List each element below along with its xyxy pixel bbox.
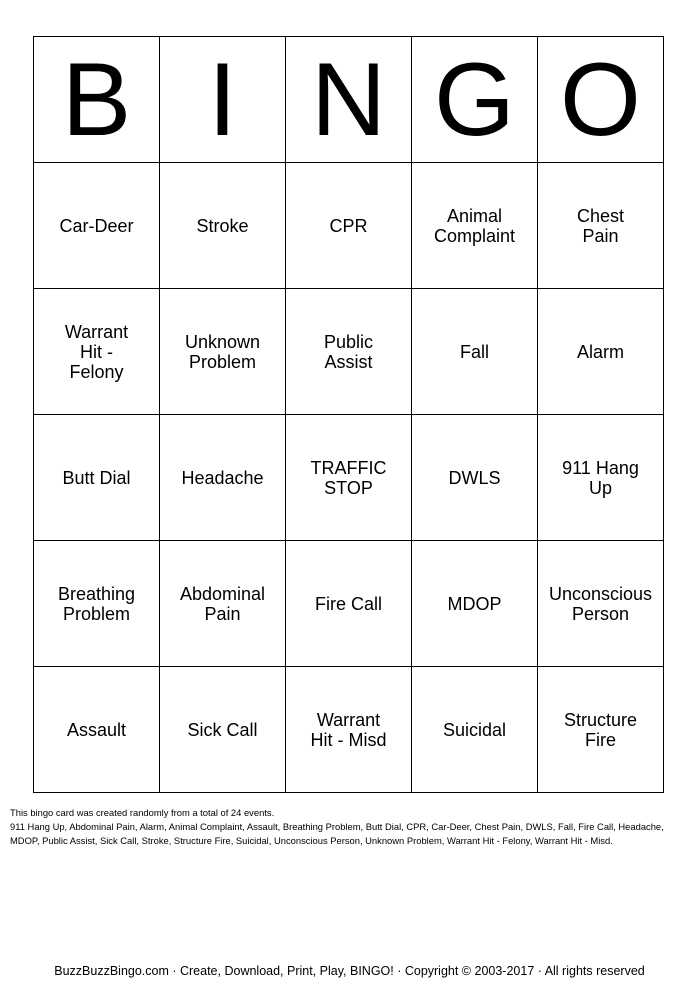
bingo-cell-label: Abdominal Pain — [179, 583, 266, 624]
bingo-header-letter-g: G — [412, 37, 538, 163]
bingo-cell — [160, 163, 286, 289]
bingo-cell-label: Warrant Hit - Misd — [310, 709, 387, 750]
bingo-cell-label: Animal Complaint — [433, 205, 516, 246]
bingo-cell-label: Fire Call — [314, 593, 382, 614]
bingo-cell — [538, 289, 664, 415]
bingo-cell — [286, 289, 412, 415]
bingo-cell-label: Warrant Hit - Felony — [64, 321, 129, 382]
bingo-cell-label: Sick Call — [187, 719, 258, 740]
bingo-row — [34, 541, 664, 667]
bingo-cell — [34, 415, 160, 541]
bingo-header-row — [34, 37, 664, 163]
bingo-cell — [412, 289, 538, 415]
bingo-cell-label: Fall — [459, 341, 489, 362]
bingo-cell-label: Butt Dial — [62, 467, 131, 488]
bingo-cell — [412, 415, 538, 541]
bingo-header-letter-b: B — [34, 37, 160, 163]
notes-intro: This bingo card was created randomly from a total of 24 events. — [10, 807, 275, 818]
bingo-cell-label: Unconscious Person — [548, 583, 653, 624]
bingo-cell — [160, 415, 286, 541]
bingo-cell-label: Assault — [66, 719, 127, 740]
bingo-row — [34, 289, 664, 415]
bingo-cell — [286, 667, 412, 793]
bingo-cell — [34, 667, 160, 793]
bingo-cell — [286, 415, 412, 541]
bingo-card — [33, 36, 664, 793]
bingo-header-letter-o: O — [538, 37, 664, 163]
bingo-cell-label: Stroke — [196, 215, 249, 236]
bingo-cell — [34, 163, 160, 289]
bingo-cell-label: Car-Deer — [59, 215, 134, 236]
card-notes — [10, 806, 690, 848]
bingo-cell — [160, 667, 286, 793]
bingo-row — [34, 415, 664, 541]
bingo-cell — [412, 541, 538, 667]
bingo-cell — [286, 163, 412, 289]
bingo-header-letter-i: I — [160, 37, 286, 163]
bingo-cell — [538, 163, 664, 289]
bingo-cell — [160, 541, 286, 667]
bingo-cell — [34, 289, 160, 415]
bingo-cell-label: Public Assist — [323, 331, 374, 372]
bingo-cell — [538, 541, 664, 667]
bingo-row — [34, 667, 664, 793]
bingo-cell-label: Headache — [181, 467, 264, 488]
bingo-cell-label: CPR — [329, 215, 368, 236]
bingo-cell-label: DWLS — [448, 467, 501, 488]
bingo-cell — [412, 163, 538, 289]
bingo-cell-label: Unknown Problem — [184, 331, 261, 372]
bingo-cell-label: 911 Hang Up — [562, 457, 639, 498]
page-footer: BuzzBuzzBingo.com · Create, Download, Print, Play, BINGO! · Copyright © 2003-2017 · All rights reserved — [54, 964, 645, 978]
bingo-cell-label: Alarm — [576, 341, 624, 362]
bingo-cell — [538, 415, 664, 541]
bingo-cell — [538, 667, 664, 793]
notes-event-list-line: MDOP, Public Assist, Sick Call, Stroke, Structure Fire, Suicidal, Unconscious Person, Unknown Problem, Warrant Hit - Felony, Warrant Hit - Misd. — [10, 835, 613, 846]
bingo-header-letter-n: N — [286, 37, 412, 163]
bingo-cell-label: MDOP — [447, 593, 502, 614]
bingo-cell-label: Suicidal — [442, 719, 507, 740]
notes-event-list-line: 911 Hang Up, Abdominal Pain, Alarm, Animal Complaint, Assault, Breathing Problem, Butt Dial, CPR, Car-Deer, Chest Pain, DWLS, Fall, Fire Call, Headache, — [10, 821, 664, 832]
bingo-cell-label: Structure Fire — [563, 709, 638, 750]
bingo-row — [34, 163, 664, 289]
bingo-cell — [286, 541, 412, 667]
bingo-cell — [34, 541, 160, 667]
bingo-cell-label: Chest Pain — [576, 205, 625, 246]
bingo-cell-label: TRAFFIC STOP — [310, 457, 387, 498]
bingo-cell-label: Breathing Problem — [57, 583, 136, 624]
bingo-cell — [160, 289, 286, 415]
bingo-cell — [412, 667, 538, 793]
